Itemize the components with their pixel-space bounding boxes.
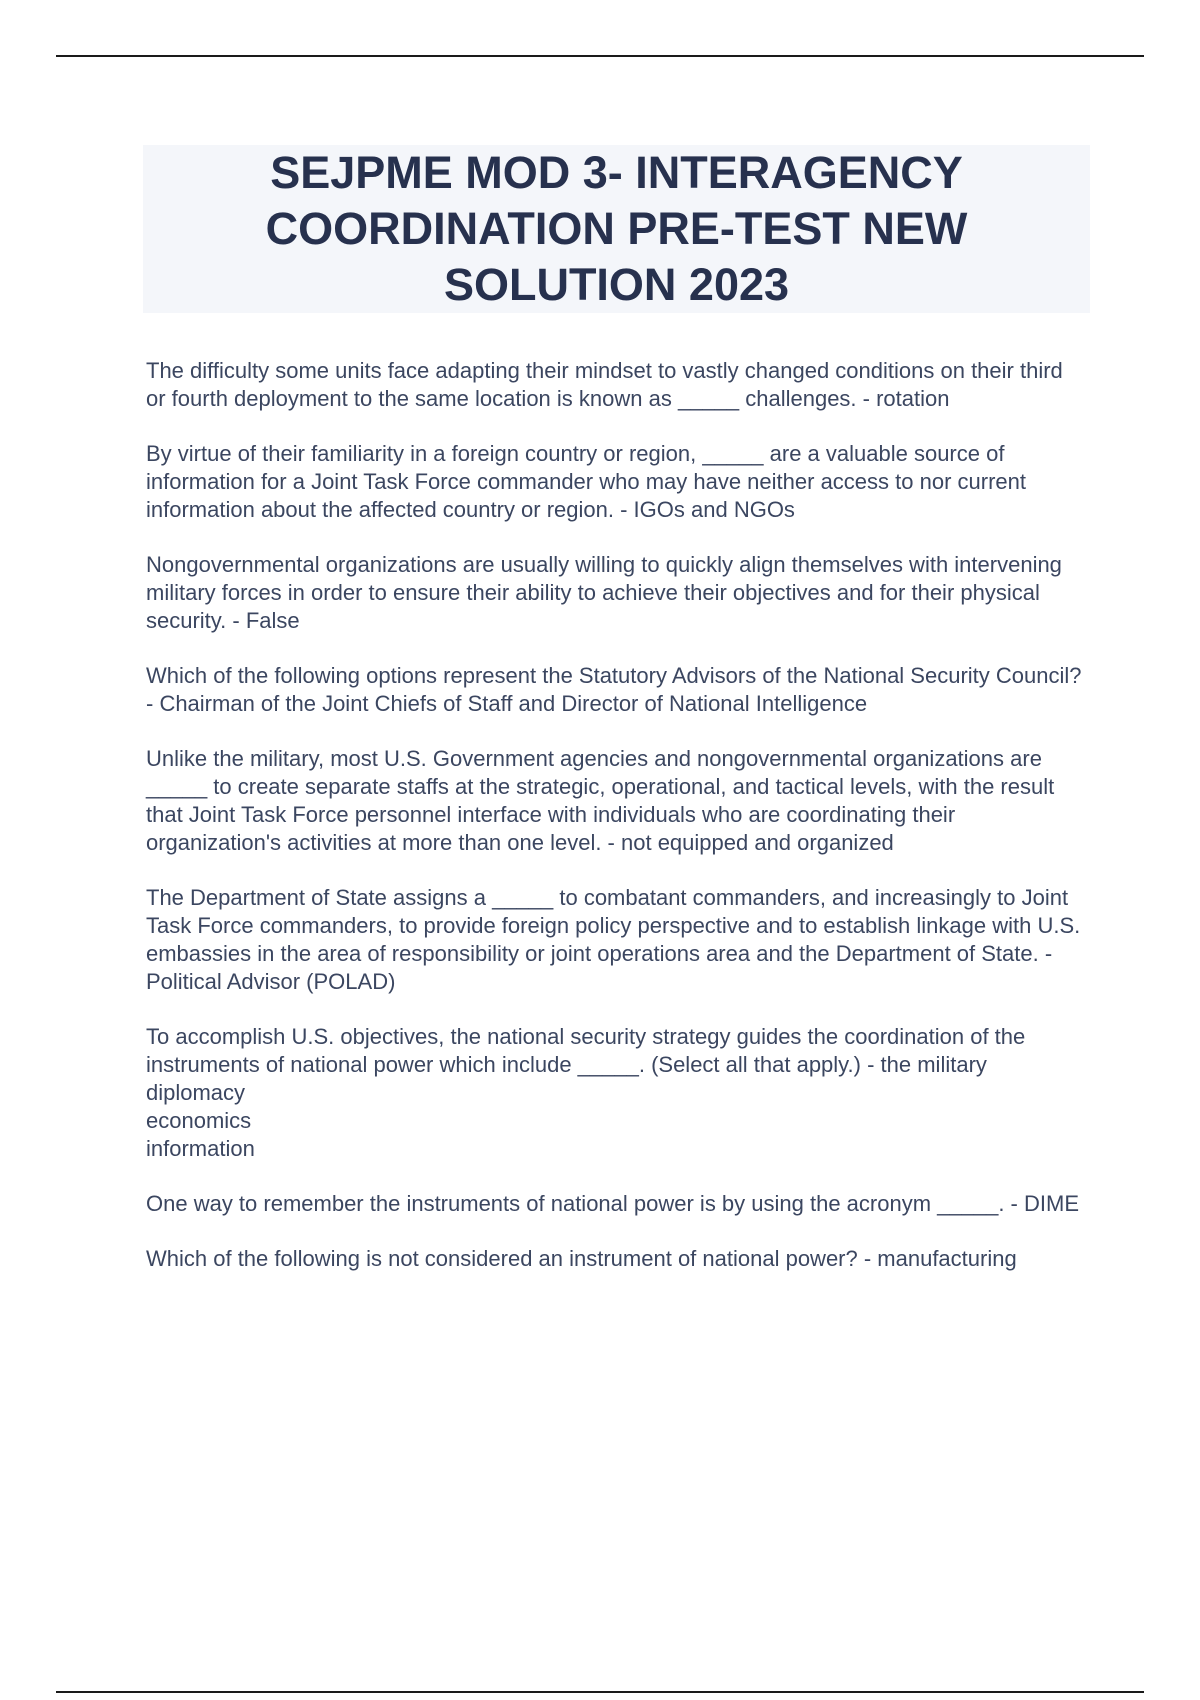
question-answer-1: The difficulty some units face adapting their mindset to vastly changed conditions on their third or fourth deployment to the same location is known as _____ challenges. - rotation bbox=[146, 358, 1063, 411]
question-answer-4: Which of the following options represent the Statutory Advisors of the National Security Council? - Chairman of the Joint Chiefs of Staff and Director of National Intelligence bbox=[146, 663, 1082, 716]
question-answer-6: The Department of State assigns a _____ to combatant commanders, and increasingly to Joint Task Force commanders, to provide foreign policy perspective and to establish linkage with U.S. embassies in the area of responsibility or joint operations area and the Department of State. - Political Advisor (POLAD) bbox=[146, 885, 1081, 994]
footer-rule bbox=[56, 1691, 1144, 1693]
question-answer-7: To accomplish U.S. objectives, the national security strategy guides the coordination of the instruments of national power which include _____. (Select all that apply.) - the military diplomacy economics information bbox=[146, 1024, 1026, 1161]
question-list bbox=[146, 357, 1086, 1300]
question-answer-8: One way to remember the instruments of national power is by using the acronym _____. - DIME bbox=[146, 1191, 1079, 1216]
question-answer-2: By virtue of their familiarity in a foreign country or region, _____ are a valuable source of information for a Joint Task Force commander who may have neither access to nor current information about the affected country or region. - IGOs and NGOs bbox=[146, 441, 1026, 522]
question-answer-3: Nongovernmental organizations are usually willing to quickly align themselves with intervening military forces in order to ensure their ability to achieve their objectives and for their physical security. - False bbox=[146, 552, 1062, 633]
title-banner bbox=[143, 145, 1090, 313]
question-answer-5: Unlike the military, most U.S. Government agencies and nongovernmental organizations are _____ to create separate staffs at the strategic, operational, and tactical levels, with the result that Joint Task Force personnel interface with individuals who are coordinating their organization's activities at more than one level. - not equipped and organized bbox=[146, 746, 1055, 855]
question-answer-9: Which of the following is not considered an instrument of national power? - manufacturing bbox=[146, 1246, 1017, 1271]
document-title: SEJPME MOD 3- INTERAGENCY COORDINATION PRE-TEST NEW SOLUTION 2023 bbox=[265, 147, 968, 310]
header-rule bbox=[56, 55, 1144, 57]
